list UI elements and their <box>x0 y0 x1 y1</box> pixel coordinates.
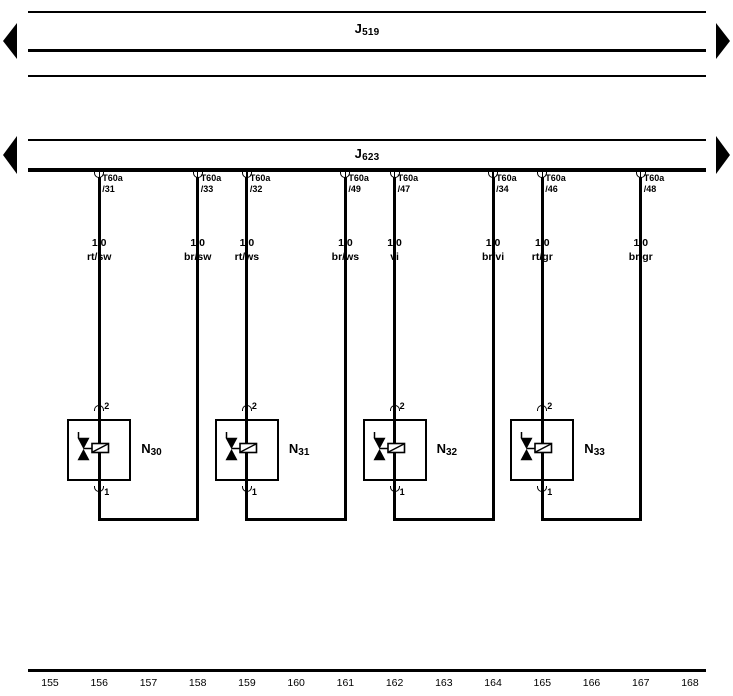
bus-line <box>28 11 706 13</box>
component-label <box>289 441 310 456</box>
track-number: 159 <box>238 677 256 689</box>
wire-color: rt/ws <box>234 250 260 263</box>
track-number: 158 <box>188 677 207 689</box>
track-rail-line <box>28 669 706 672</box>
track-number: 155 <box>41 677 59 689</box>
return-wire <box>492 177 495 521</box>
connector-label <box>644 173 665 195</box>
track-number: 167 <box>631 677 650 689</box>
connector-label <box>250 173 271 195</box>
pin-number-top: 2 <box>104 401 110 411</box>
track-number: 156 <box>90 677 108 689</box>
track-number: 166 <box>582 677 601 689</box>
module-number: 623 <box>362 152 380 163</box>
track-number: 165 <box>533 677 552 689</box>
pin-number-top: 2 <box>547 401 553 411</box>
bus-line <box>28 139 706 141</box>
connector-pin: /34 <box>496 184 509 194</box>
wire-color: vi <box>390 250 399 263</box>
component-prefix: N <box>436 441 446 456</box>
wire-gauge: 1.0 <box>239 237 255 249</box>
module-prefix: J <box>354 21 363 36</box>
component-label <box>141 441 162 456</box>
connector-pin: /33 <box>200 184 214 194</box>
component-prefix: N <box>141 441 151 456</box>
component-pin-socket-icon <box>94 486 104 492</box>
continuation-arrow-left-icon <box>3 23 17 59</box>
component-pin-socket-icon <box>94 405 104 411</box>
wire-color: rt/sw <box>86 250 112 263</box>
track-number: 163 <box>435 677 453 689</box>
connector-pin: /49 <box>348 184 361 194</box>
wire-gauge: 1.0 <box>387 237 402 249</box>
component-pin-socket-icon <box>242 405 252 411</box>
connector-label <box>398 173 419 195</box>
bus-line <box>28 75 706 77</box>
continuation-arrow-right-icon <box>716 23 730 59</box>
return-wire-elbow <box>393 518 494 521</box>
component-pin-socket-icon <box>537 405 547 411</box>
wire-label <box>363 237 427 264</box>
track-number: 160 <box>287 677 305 689</box>
component-label <box>584 441 605 456</box>
component-prefix: N <box>288 441 299 456</box>
connector-label <box>348 173 369 195</box>
connector-name: T60a <box>545 173 566 183</box>
wire-color: br/sw <box>183 250 212 263</box>
injector-valve-icon <box>69 421 129 479</box>
wire-gauge: 1.0 <box>91 237 107 249</box>
connector-name: T60a <box>397 173 419 183</box>
connector-label <box>545 173 566 195</box>
pin-number-bottom: 1 <box>104 487 110 497</box>
connector-pin: /47 <box>397 184 411 194</box>
component-pin-socket-icon <box>537 486 547 492</box>
component-number: 30 <box>150 447 162 458</box>
continuation-arrow-right-icon <box>716 136 730 174</box>
connector-label <box>201 173 222 195</box>
component-label <box>437 441 458 456</box>
return-wire <box>196 177 199 521</box>
return-wire-elbow <box>541 518 642 521</box>
module-label-j623 <box>28 146 706 162</box>
track-number: 168 <box>681 677 699 689</box>
component-number: 32 <box>446 447 458 458</box>
connector-pin: /32 <box>249 184 263 194</box>
injector-valve-icon <box>512 421 572 479</box>
module-prefix: J <box>354 146 363 161</box>
wire-label <box>510 237 574 264</box>
connector-pin: /46 <box>545 184 558 194</box>
wire-gauge: 1.0 <box>534 237 550 249</box>
track-number: 161 <box>336 677 355 689</box>
pin-number-top: 2 <box>399 401 405 411</box>
connector-label <box>496 173 517 195</box>
injector-valve-icon <box>217 421 277 479</box>
wire-color: rt/gr <box>531 250 553 263</box>
wire-gauge: 1.0 <box>190 237 205 249</box>
connector-name: T60a <box>643 173 665 183</box>
component-box <box>215 419 279 481</box>
wire-gauge: 1.0 <box>633 237 649 249</box>
connector-name: T60a <box>249 173 271 183</box>
track-number: 164 <box>484 677 502 689</box>
return-wire-elbow <box>245 518 346 521</box>
wire-label <box>609 237 673 264</box>
component-box <box>67 419 131 481</box>
component-prefix: N <box>584 441 594 456</box>
injector-valve-icon <box>365 421 425 479</box>
bus-line <box>28 168 706 172</box>
module-label-j519 <box>28 21 706 37</box>
pin-number-bottom: 1 <box>251 487 257 497</box>
pin-number-bottom: 1 <box>547 487 553 497</box>
return-wire <box>639 177 642 521</box>
return-wire <box>344 177 347 521</box>
bus-line <box>28 49 706 52</box>
connector-pin: /48 <box>643 184 657 194</box>
wire-gauge: 1.0 <box>485 237 501 249</box>
connector-name: T60a <box>200 173 222 183</box>
track-number: 157 <box>139 677 158 689</box>
wire-label <box>215 237 279 264</box>
continuation-arrow-left-icon <box>3 136 17 174</box>
wire-color: br/gr <box>628 250 653 263</box>
connector-pin: /31 <box>102 184 115 194</box>
component-box <box>510 419 574 481</box>
connector-name: T60a <box>102 173 123 183</box>
connector-label <box>102 173 123 195</box>
component-number: 33 <box>593 447 605 458</box>
connector-name: T60a <box>348 173 369 183</box>
component-pin-socket-icon <box>242 486 252 492</box>
track-number: 162 <box>385 677 404 689</box>
wire-color: br/ws <box>331 250 360 263</box>
wire-color: br/vi <box>481 250 505 263</box>
connector-name: T60a <box>496 173 517 183</box>
component-pin-socket-icon <box>390 486 400 492</box>
pin-number-top: 2 <box>251 401 257 411</box>
wire-gauge: 1.0 <box>338 237 353 249</box>
component-pin-socket-icon <box>390 405 400 411</box>
component-number: 31 <box>298 447 310 458</box>
component-box <box>363 419 427 481</box>
return-wire-elbow <box>98 518 199 521</box>
pin-number-bottom: 1 <box>399 487 405 497</box>
wire-label <box>67 237 131 264</box>
module-number: 519 <box>362 27 380 38</box>
